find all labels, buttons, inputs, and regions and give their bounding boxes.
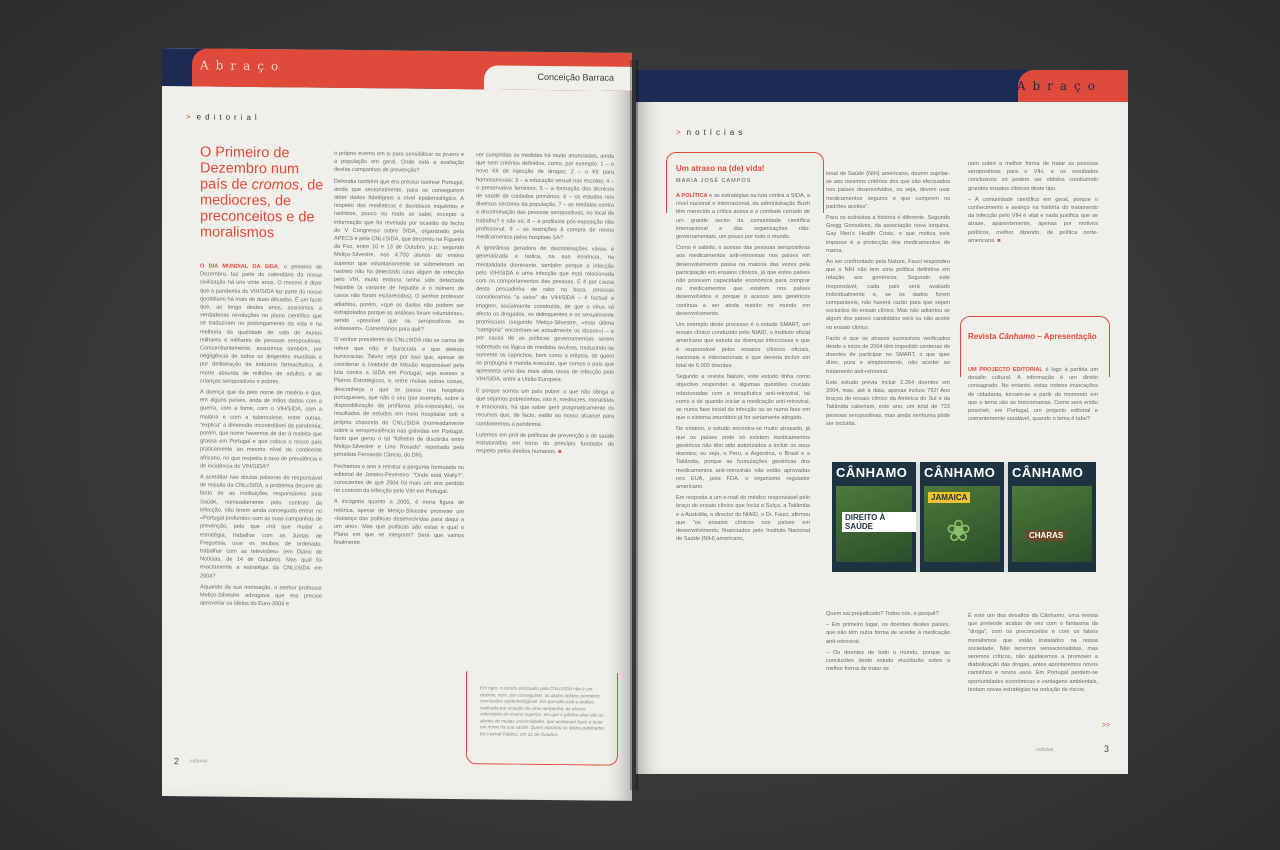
lead-in: O DIA MUNDIAL DA SIDA xyxy=(200,263,278,271)
section-text: notícias xyxy=(686,128,747,137)
end-mark: ■ xyxy=(558,449,562,456)
cover-masthead: CÂNHAMO xyxy=(836,465,908,480)
magazine-cover xyxy=(920,462,1004,572)
canhamo-title-part2: – Apresentação xyxy=(1035,332,1097,341)
paragraph: A doença que da pelo nome de miséria e que, em alguns países, anda de mãos dadas com a guerra, com a fome, com o VIH/SIDA, com a malária e com a tuberculose, entre outras, “explica” a dimensão incontrolável da pandemia; porém, que nome havemos de dar à maleita que grassa em Portugal e que coloca o nosso país praticamente ao mesmo nível do continente africano, no que respeita à taxa de prevalência e de incidência do VIH/SIDA? xyxy=(200,389,322,470)
section-arrow: > xyxy=(186,112,191,122)
paragraph: A ignorância geradora de discriminações várias é generalizada e radica, na sua essência, na mentalidade dominante, também porque a infecção pelo VIH/SIDA é uma infecção que está relacionada com os comportamentos das pessoas. E é por causa desta pescadinha de rabo na boca, pessoas consideramos “a salvo” do VIH/SIDA – é factual a imagem, socialmente construída, de que o vírus só afecta os drogados, os delinquentes e os sexualmente promíscuos (segundo Meliço-Silvestre, «esta última “categoria” encontram-se actualmente os idosos») – e por causa de as políticas governamentais serem sobretudo na lógica de medidas avulsas, traduzindo-se somente os caprichos, bem como a inépcia, de quem as propugna e manda executar, que somos o país que apresenta uma das mais altas taxas de infecção pelo VIH/SIDA, entre a União Europeia. xyxy=(476,245,614,384)
cover-masthead: CÂNHAMO xyxy=(1012,465,1084,480)
page-number: 2 xyxy=(174,756,180,767)
news-column-1 xyxy=(676,192,810,712)
section-label xyxy=(186,112,261,122)
left-magazine-page xyxy=(162,48,632,801)
canhamo-title xyxy=(968,332,1098,342)
paragraph: O senhor presidente da CNLcSIDA não se cansa de referir que não é burocrata e que detesta burocracias. Talvez seja por isso que, apesar de coordenar a Unidade de Missão responsável pela luta contra a SIDA em Portugal, seja avesso a Planos Estratégicos, e, entre muitas outras coisas, desconheça o que se passa nos hospitais portugueses, que não o seu (por exemplo, sobre a disponibilização da profilaxia pós-exposição), os resultados de estudos em meio hospitalar sob a própria chancela da CNLcSIDA (nomeadamente sobre a seroprevalência nas grávidas em Portugal, facto que gerou o tal “folhetim de discórdia entre Meliço-Silvestre e Lino Rosado” reportado pela jornalista Fernanda Câncio, do DN). xyxy=(334,337,464,460)
paragraph: Como é sabido, o acesso das pessoas seropositivas aos medicamentos anti-retrovirais nos países em desenvolvimento passa na maioria das vezes pela participação em ensaios clínicos, já que estes países não possuem capacidade económica para comprar os medicamentos que existem nos países desenvolvidos e porque o acesso aos genéricos continua a ser ainda restrito no mundo em desenvolvimento. xyxy=(676,245,810,317)
paragraph: Um exemplo deste processo é o estudo SMART, um ensaio clínico conduzido pelo NIAID, o instituto oficial americano que estuda as doenças infecciosas e que é responsável pelos ensaios clínicos oficiais, nacionais e internacionais e que deveria incluir um total de 6.000 doentes. xyxy=(676,322,810,370)
section-text: editorial xyxy=(196,112,261,123)
paragraph: e as estratégias na luta contra a SIDA, a nível nacional e internacional, da administração Bush têm merecido a crítica acesa e o combate cerrado de um grande sector da comunidade científica internacional e das organizações não-governamentais, um pouco por todo o mundo. xyxy=(676,193,810,241)
footer-label: editorial xyxy=(190,758,208,765)
abraco-logo: Abraço xyxy=(1016,79,1102,93)
magazine-gutter xyxy=(630,60,638,790)
paragraph: Para os activistas a história é diferente. Segundo Gregg Gonsalves, da associação nova iorquina, Gay Men's Health Crisis, o que motiva este impasse é a protecção dos medicamentos de marca. xyxy=(826,215,950,254)
cover-artwork xyxy=(1012,486,1092,562)
paragraph: A incógnita quanto a 2005, é mera figura de retórica, apesar de Meliço-Silvestre prometer um «balanço das políticas desenvolvidas para daqui a um ano». Mas que políticas são estas e qual o Plano em que se integram? Será que vamos finalmente xyxy=(334,499,464,547)
paragraph: Ao ser confrontado pela Nature, Fauci respondeu que o NIH não tem uma política definitiva em relação aos genéricos. Segundo este responsável, cada país será avaliado individualmente e, se os dados forem comparáveis, não haverá razão para que sejam excluídos do ensaio clínico. Mas não adiantou se algum dos países candidatos será ou não aceite no ensaio clínico. xyxy=(826,259,950,331)
paragraph: Este estudo previa incluir 2.264 doentes em 2004, mas, até à data, apenas incluiu 792! Aos braços do ensaio clínico da América do Sul e da Tailândia caberiam, este ano, um total de 733 pessoas seropositivas, mas ainda nenhuma pôde ser incluída. xyxy=(826,379,950,427)
footer-label: notícias xyxy=(1036,747,1054,753)
paragraph: riam sobre a melhor forma de tratar as pessoas seropositivas para o VIH, e os resultados conclusivos só podem ser obtidos conduzindo grandes ensaios clínicos deste tipo. xyxy=(968,161,1098,192)
paragraph: No entanto, o estudo encontra-se muito atrasado, já que os países onde só existem medicamentos genéricos não têm sido autorizados a incluir os seus doentes; ou seja, o Peru, a Argentina, o Brasil e a Tailândia, porque as formulações genéricas dos medicamentos anti-retrovirais não estão aprovadas nos EUA, pela FDA, o organismo regulador americano. xyxy=(676,426,810,490)
paragraph: E porque somos um país pobre: o que não obriga a que sejamos pobrezinhos, isto é, mediocres, moralistas e irracionais, há que saber gerir pragmaticamente os recursos que, de facto, estão ao nosso alcance para combatermos a pandemia. xyxy=(476,387,614,428)
right-magazine-page xyxy=(636,70,1128,774)
editorial-headline xyxy=(200,144,325,241)
magazine-covers-image xyxy=(832,462,1096,572)
paragraph: Em resposta a um e-mail do médico responsável pelo braço do ensaio clínico que inclui a Suíça, a Tailândia e a Austrália, o director do NIAID, o Dr. Fauci, afirmou que “os ensaios clínicos nos países em desenvolvimento, financiados pelo Instituto Nacional de Saúde (NIH) americano, xyxy=(676,495,810,543)
paragraph: Aquando da sua nomeação, o senhor professor Meliço-Silvestre advogava que era preciso aproveitar os ídolos do Euro-2004 e xyxy=(200,584,322,608)
paragraph: – Os doentes de todo o mundo, porque as conclusões deste estudo elucidarão sobre a melhor forma de tratar as xyxy=(826,649,950,673)
editorial-column-1 xyxy=(200,262,322,763)
editorial-column-2 xyxy=(334,150,464,761)
abraco-logo: Abraço xyxy=(200,58,286,74)
paragraph: ver cumpridas as medidas há muito anunciadas, ainda que sem critérios definidos, como, por exemplo: 1 – o novo Kit de injecção de drogas; 2 – o Kit para homossexuais; 3 – a educação sexual nas escolas; 4 – o preservativo feminino; 5 – a formação dos técnicos de saúde de cuidados primários; 6 – os estudos nos diversos sectores da população, 7 – as medidas contra a discriminação das pessoas seropositivas, no local de trabalho? e não só; 8 – a profilaxia pós-exposição não profissional; 9 – as restrições à compra de novos medicamentos pelos hospitais SA? xyxy=(476,152,614,242)
paragraph: Fechamos o ano a retratar a pergunta formulada no editorial de Janeiro-Fevereiro: “Onde está Wally?”, conscientes de que 2004 foi mais um ano perdido no controlo da infecção pelo VIH em Portugal. xyxy=(334,463,464,496)
cover-masthead: CÂNHAMO xyxy=(924,465,996,480)
paragraph: Quem sai prejudicado? Todos nós, e porquê? xyxy=(826,611,939,617)
section-label xyxy=(676,128,746,137)
cover-headline: JAMAICA xyxy=(928,492,970,503)
headline-emphasis: cromos xyxy=(251,176,300,194)
footnote-text: Em rigor, o estudo efectuado pela CNLcSIDA não é um rastreio, nem, por conseguinte, os dados obtidos permitem conclusões epidemiológicas. Em questão está a análise, realizada por ocasião de uma campanha, de alunos voluntários do ensino superior, em que o público-alvo são os alunos de muitas universidades, que aceitaram fazer o teste em nome da sua saúde. Quem reportou os dados publicados foi o jornal Público, em 21 de Outubro. xyxy=(480,685,605,737)
lead-in: UM PROJECTO EDITORIAL xyxy=(968,367,1043,373)
continue-mark: >> xyxy=(1102,722,1111,729)
news-column-2-top xyxy=(826,170,950,460)
paragraph: É este um dos desafios da Cânhamo, uma revista que pretende acabar de vez com o fantasma da “droga”, com os preconceitos e com os falsos moralismos que estão instalados na nossa sociedade. Não seremos sensacionalistas, mas seremos críticos, não ajudaremos a promover a diabolização das drogas, antes apontaremos novos caminhos e novos usos. Em Portugal perdem-se oportunidades económicas e vantagens ambientais, tantam novas estratégias na redução de riscos. xyxy=(968,613,1098,693)
article-author: MARIA JOSÉ CAMPOS xyxy=(676,178,752,184)
news-column-2-bottom xyxy=(826,610,950,730)
paragraph: – Em primeiro lugar, os doentes destes países, que não têm outra forma de aceder à medicação anti-retroviral. xyxy=(826,622,950,645)
cover-headline: DIREITO À SAÚDE xyxy=(842,512,916,532)
paragraph: o próprio evento em si para sensibilizar os jovens e a população em geral. Onde está a avaliação destas campanhas de prevenção? xyxy=(334,150,464,175)
headline-part2: , de mediocres, de preconceitos e de moralismos xyxy=(200,177,324,242)
end-mark: ■ xyxy=(997,237,1001,244)
paragraph: é logo à partida um desafio cultural. A informação é um direito consagrado. No entanto, estas nobres invocações de cidadania, turvam-se a partir do momento em que o tema são as toxicomanias. Como será então possível, em Portugal, um projecto editorial e coerentemente saudável, quando o tema é tabu? xyxy=(968,367,1098,423)
magazine-cover xyxy=(832,462,916,572)
paragraph: , o primeiro de Dezembro, faz parte do calendário da nossa civilização há uns vinte anos. O mesmo é dizer que a pandemia do VIH/SIDA faz parte do nosso quotidiano há mais de duas décadas. É um facto que, ao longo destes anos, assistimos a verdadeiras revoluções no plano científico que se traduziram no prolongamento da vida e na melhoria da qualidade de vida de muitos milhares e milhares de pessoas seropositivas. Concomitantemente, assistimos também, por negligência de todos os dirigentes mundiais e por deliberação da indústria farmacêutica, à morte absurda de milhões de adultos e de crianças seropositivos e pobres. xyxy=(200,264,322,386)
cannabis-leaf-icon: ❀ xyxy=(946,515,972,548)
editorial-column-3 xyxy=(476,151,614,672)
news-column-3-bottom xyxy=(968,612,1098,742)
cover-headline: CHARAS xyxy=(1026,530,1066,541)
section-arrow: > xyxy=(676,128,681,137)
news-column-3-top xyxy=(968,160,1098,310)
canhamo-title-part1: Revista xyxy=(968,332,999,341)
news-column-3-mid xyxy=(968,366,1098,456)
paragraph: Lutemos em prol de políticas de prevenção e de saúde estruturadas em torno do princípio fundador do respeito pelos direitos humanos. xyxy=(476,431,614,456)
paragraph: ional de Saúde (NIH) americano, devem sujeitar-se aos mesmos critérios dos que são efectuados nos países desenvolvidos, ou seja, devem usar medicamentos seguros e que cumprem os padrões aceites”. xyxy=(826,171,950,210)
paragraph: Facto é que os atrasos sucessivos verificados desde o início de 2004 têm impedido centenas de doentes de participar no SMART, o que quer dizer, pura e simplesmente, não aceder ao tratamento anti-retroviral. xyxy=(826,335,950,375)
paragraph: Segundo a revista Nature, este estudo tinha como objectivo responder a algumas questões cruciais relacionadas com a terapêutica anti-retroviral, tal como a de quando iniciar a medicação anti-retroviral, se numa fase inicial da infecção ou se numa fase em que o sistema imunitário já for seriamente atingido. xyxy=(676,374,810,422)
paragraph: Defendia também que era preciso rastrear Portugal, ainda que sectorialmente, para se conseguirem obter dados fidedignos a nível epidemiológico. A respeito dos medíaticos e duvidosos inquéritos e rastreios, pouco ou nada se sabe; excepto a informação que foi revelada por ocasião do fecho do V Congresso sobre SIDA, organizado pela APECS e pela CNLcSIDA, que decorreu na Figueira da Foz, entre 10 e 13 de Outubro, p.p.: segundo Meliço-Silvestre, nos 4.700 alunos do ensino superior que voluntariamente se submeteram ao rastreio não foi detectado caso algum de infecção pelo VIH, muito embora tenha sido detectada hepatite (a variante de hepatite e o número de casos não foram esclarecidos). O senhor professor adiantou, porém, «que os dados não podem ser extrapolados porque as análises foram voluntárias», sendo «possível que os seropositivos as evitassem». Comentários para quê? xyxy=(334,178,464,334)
author-name: Conceição Barraca xyxy=(537,71,614,83)
magazine-cover xyxy=(1008,462,1096,572)
paragraph: – A comunidade científica em geral, porque o conhecimento e avanço na história do tratamento da infecção pelo VIH é vital e nada justifica que se atrase, aparentemente, apenas por motivos políticos, melhor dizendo, de política norte-americana. xyxy=(968,196,1098,244)
article-title: Um atraso na (de) vida! xyxy=(676,164,765,173)
page-number: 3 xyxy=(1104,744,1110,754)
lead-in: A POLÍTICA xyxy=(676,193,708,199)
headline-part1: O Primeiro de Dezembro num país de xyxy=(200,144,300,193)
paragraph: A acreditar nas doutas palavras do responsável de missão da CNLcSIDA, o problema decorre do facto de as instituições responsáveis pela Saúde, nomeadamente pelo controlo da infecção, não terem ainda conseguido entrar no «Portugal profundo» com as suas campanhas de prevenção, pelo que «há que mudar a estratégia, trabalhar com as Juntas de Freguesia, usar os recibos de ordenado, trabalhar com as televisões» (em Diário de Notícias, de 14 de Outubro). Mas qual foi exactamente a estratégia da CNLcSIDA em 2004? xyxy=(200,474,322,580)
canhamo-title-emphasis: Cânhamo xyxy=(998,332,1036,341)
